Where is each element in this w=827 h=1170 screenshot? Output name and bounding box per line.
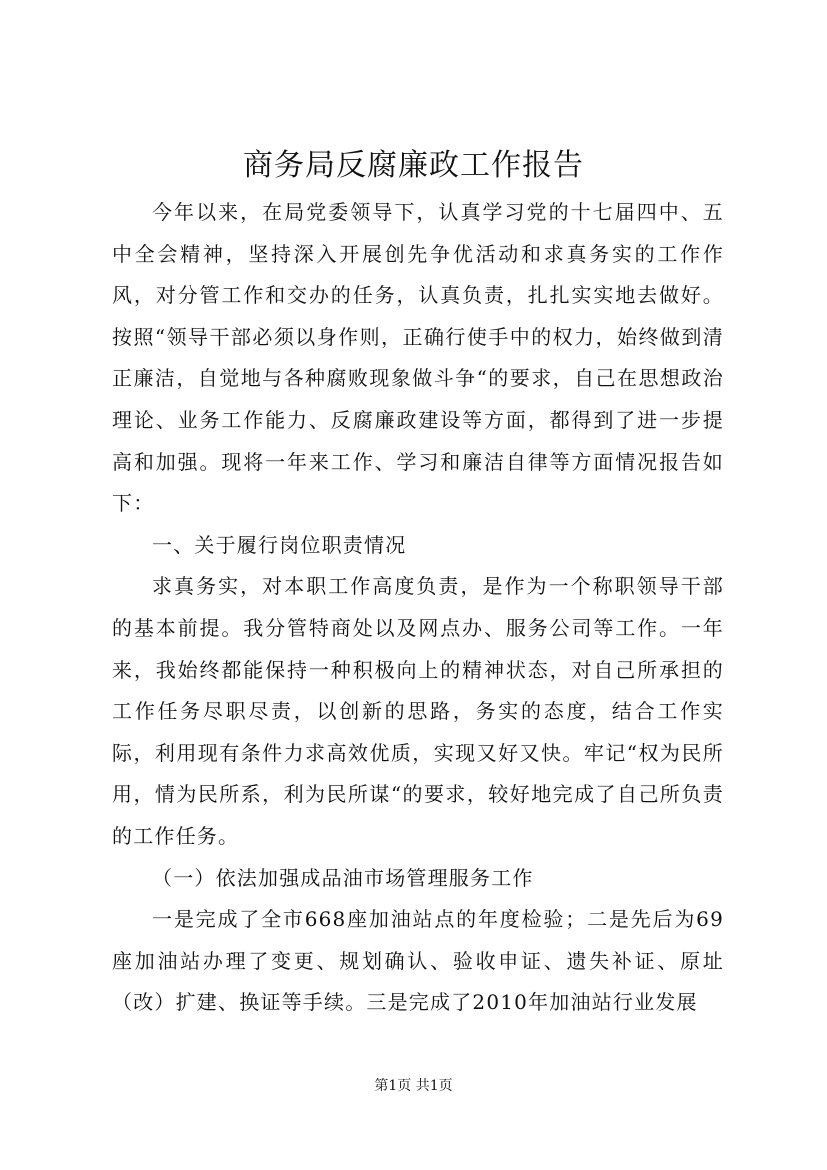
- paragraph-intro: 今年以来，在局党委领导下，认真学习党的十七届四中、五中全会精神，坚持深入开展创先争优活动和求真务实的工作作风，对分管工作和交办的任务，认真负责，扎扎实实地去做好。按照“领导干部必须以身作则，正确行使手中的权力，始终做到清正廉洁，自觉地与各种腐败现象做斗争“的要求，自己在思想政治理论、业务工作能力、反腐廉政建设等方面，都得到了进一步提高和加强。现将一年来工作、学习和廉洁自律等方面情况报告如下：: [112, 200, 724, 516]
- page-number-footer: 第1页 共1页: [374, 1078, 453, 1094]
- document-body: [112, 192, 724, 1024]
- section-heading-1: 一、关于履行岗位职责情况: [152, 532, 407, 557]
- document-title: 商务局反腐廉政工作报告: [243, 148, 584, 183]
- paragraph-duties: 求真务实，对本职工作高度负责，是作为一个称职领导干部的基本前提。我分管特商处以及网点办、服务公司等工作。一年来，我始终都能保持一种积极向上的精神状态，对自己所承担的工作任务尽职尽责，以创新的思路，务实的态度，结合工作实际，利用现有条件力求高效优质，实现又好又快。牢记“权为民所用，情为民所系，利为民所谋“的要求，较好地完成了自己所负责的工作任务。: [112, 574, 724, 848]
- paragraph-gas-stations: 一是完成了全市668座加油站点的年度检验；二是先后为69座加油站办理了变更、规划确认、验收申证、遗失补证、原址（改）扩建、换证等手续。三是完成了2010年加油站行业发展: [112, 907, 724, 1015]
- subsection-heading-1: （一）依法加强成品油市场管理服务工作: [152, 865, 534, 890]
